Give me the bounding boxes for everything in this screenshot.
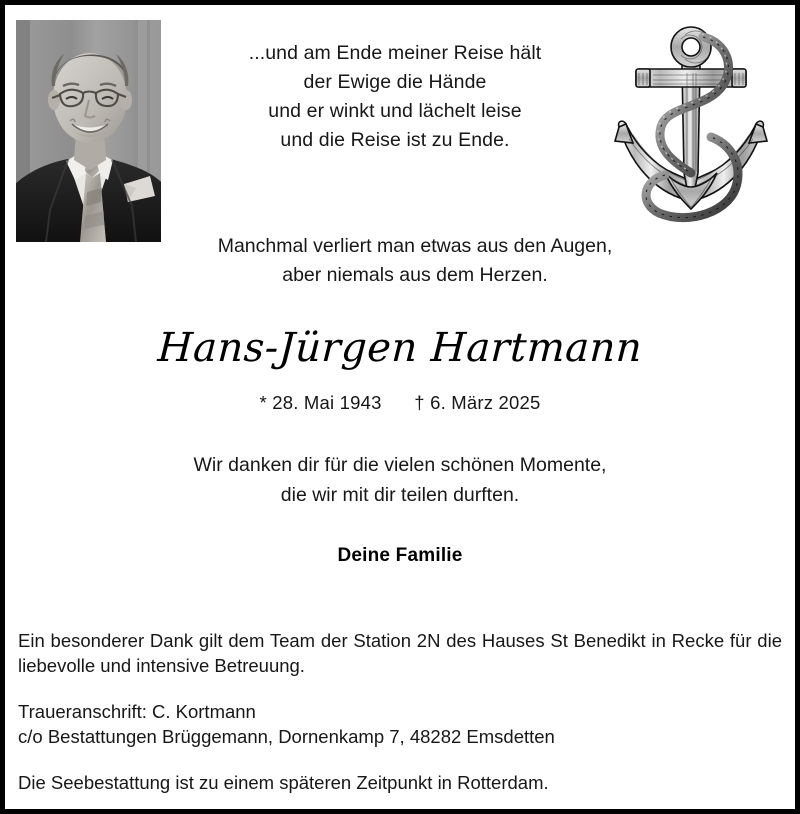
poem-text	[185, 39, 605, 155]
poem-line: der Ewige die Hände	[303, 71, 487, 93]
quote-line: Manchmal verliert man etwas aus den Augen,	[217, 235, 613, 257]
quote-line: aber niemals aus dem Herzen.	[282, 264, 548, 286]
anchor-icon	[603, 23, 779, 228]
spacer	[18, 678, 782, 699]
thanks-text	[5, 450, 795, 510]
special-thanks-note: Ein besonderer Dank gilt dem Team der Station 2N des Hauses St Benedikt in Recke für die liebevolle und intensive Betreuung.	[18, 630, 782, 676]
life-dates	[5, 392, 795, 414]
birth-date: 28. Mai 1943	[272, 392, 382, 413]
burial-note: Die Seebestattung ist zu einem späteren Zeitpunkt in Rotterdam.	[18, 772, 549, 793]
thanks-line: Wir danken dir für die vielen schönen Momente,	[193, 454, 607, 476]
memorial-quote	[170, 232, 660, 290]
deceased-name: Hans-Jürgen Hartmann	[156, 325, 644, 371]
thanks-line: die wir mit dir teilen durften.	[280, 484, 520, 506]
death-symbol: †	[414, 392, 425, 413]
spacer	[18, 749, 782, 770]
notices-section	[18, 628, 782, 795]
death-date: 6. März 2025	[430, 392, 541, 413]
mourning-address-careof: c/o Bestattungen Brüggemann, Dornenkamp 7, 48282 Emsdetten	[18, 726, 555, 747]
portrait-photo	[16, 20, 161, 242]
poem-line: und die Reise ist zu Ende.	[280, 129, 510, 151]
center-section	[5, 326, 795, 567]
family-signature: Deine Familie	[337, 545, 463, 566]
poem-line: ...und am Ende meiner Reise hält	[248, 42, 542, 64]
poem-line: und er winkt und lächelt leise	[268, 100, 522, 122]
birth-symbol: *	[259, 392, 267, 413]
mourning-address-label: Traueranschrift: C. Kortmann	[18, 701, 256, 722]
